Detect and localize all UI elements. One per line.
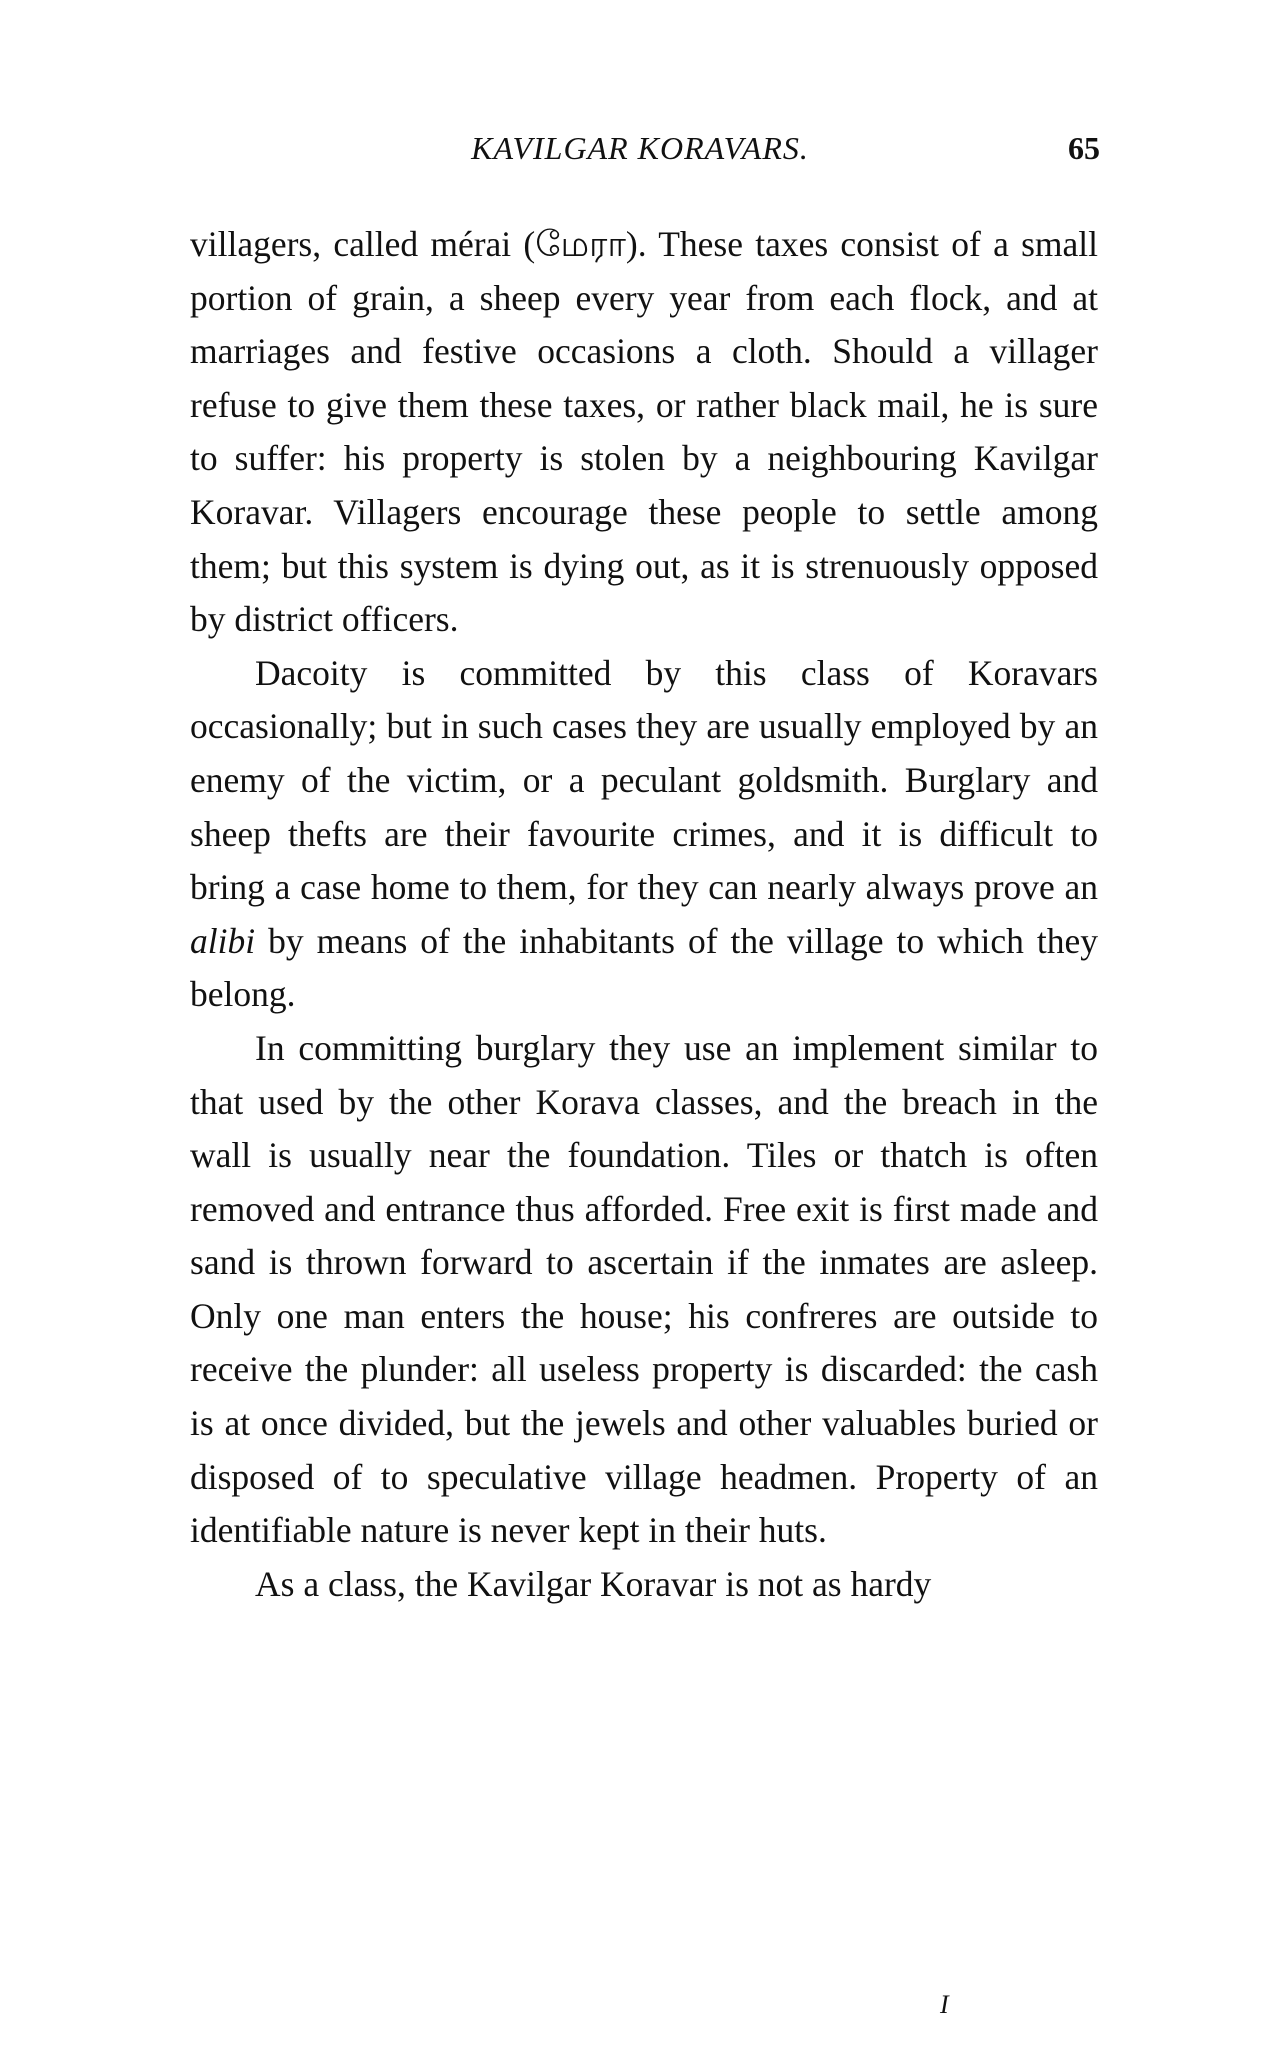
running-title: KAVILGAR KORAVARS.	[471, 130, 809, 166]
page-number: 65	[1068, 130, 1100, 166]
paragraph-2-text-b: by means of the inhabitants of the village to which they belong.	[190, 920, 1098, 1015]
paragraph-2	[190, 647, 1098, 1022]
paragraph-2-text-a: Dacoity is committed by this class of Koravars occasionally; but in such cases they are usually employed by an enemy of the victim, or a peculant goldsmith. Burglary and sheep thefts are their favourite crimes, and it is difficult to bring a case home to them, for they can nearly always prove an	[190, 652, 1098, 908]
paragraph-1: villagers, called mérai (மேரா). These taxes consist of a small portion of grain, a sheep every year from each flock, and at marriages and festive occasions a cloth. Should a villager refuse to give them these taxes, or rather black mail, he is sure to suffer: his property is stolen by a neighbouring Kavilgar Koravar. Villagers encourage these people to settle among them; but this system is dying out, as it is strenuously opposed by district officers.	[190, 224, 1098, 640]
body-text	[190, 218, 1098, 1611]
paragraph-4: As a class, the Kavilgar Koravar is not as hardy	[255, 1563, 932, 1604]
running-head	[190, 130, 1100, 170]
italic-term: alibi	[190, 920, 256, 961]
signature-mark: I	[940, 1990, 949, 2019]
paragraph-3: In committing burglary they use an implement similar to that used by the other Korava classes, and the breach in the wall is usually near the foundation. Tiles or thatch is often removed and entrance thus afforded. Free exit is first made and sand is thrown forward to ascertain if the inmates are asleep. Only one man enters the house; his confreres are outside to receive the plunder: all useless property is discarded: the cash is at once divided, but the jewels and other valuables buried or disposed of to speculative village headmen. Property of an identifiable nature is never kept in their huts.	[190, 1027, 1098, 1551]
